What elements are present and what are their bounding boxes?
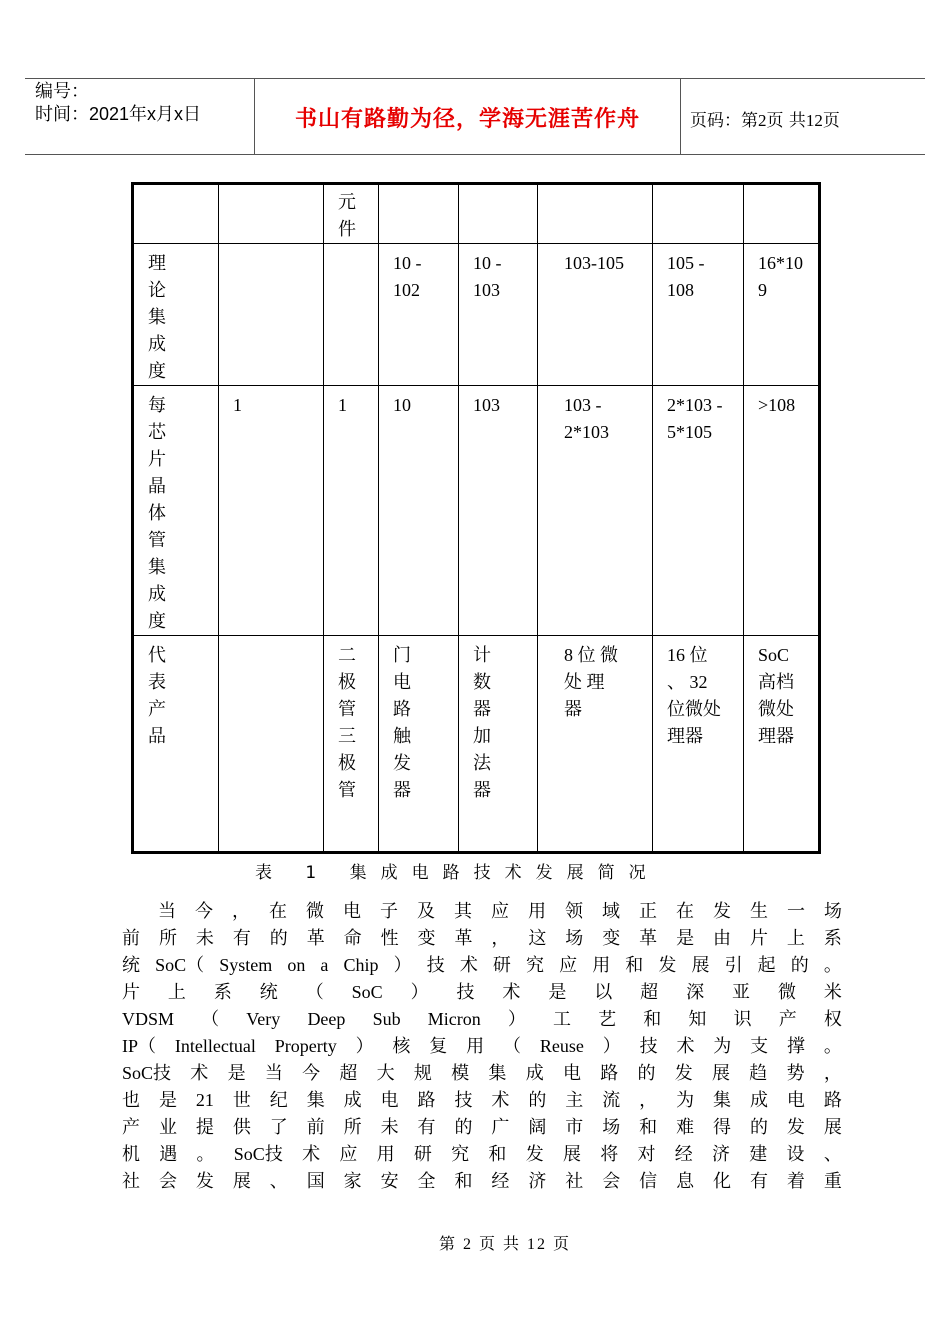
header-divider-right (680, 78, 681, 154)
table-cell: 103 - 2*103 (538, 386, 653, 636)
table-row (133, 386, 820, 636)
header-top-rule (25, 78, 925, 79)
table-cell (219, 244, 324, 386)
table-cell: 1 (324, 386, 379, 636)
ic-development-table (131, 182, 821, 854)
document-time-label: 时间：2021年x月x日 (35, 104, 202, 124)
body-line: VDSM （ Very Deep Sub Micron ） 工 艺 和 知 识 产 权 (122, 1009, 842, 1029)
table-row-header: 代表产品 (133, 636, 219, 853)
table-cell: 8 位 微 处 理 器 (538, 636, 653, 853)
table-row (133, 184, 820, 244)
page-total: 12 (805, 111, 823, 130)
body-line: IP（ Intellectual Property ） 核 复 用 （ Reuse ） 技 术 为 支 撑 。 (122, 1036, 842, 1056)
body-line: 统 SoC（ System on a Chip ） 技 术 研 究 应 用 和 发 展 引 起 的 。 (122, 955, 842, 975)
body-line: SoC技 术 是 当 今 超 大 规 模 集 成 电 路 的 发 展 趋 势 ， (122, 1063, 842, 1083)
table-cell: 103 (459, 386, 538, 636)
body-line: 社 会 发 展 、 国 家 安 全 和 经 济 社 会 信 息 化 有 着 重 (122, 1171, 842, 1191)
table-cell: 计数器加法器 (459, 636, 538, 853)
table-cell: 103-105 (538, 244, 653, 386)
header-page-info (690, 106, 840, 131)
table-cell (379, 184, 459, 244)
table-cell: 10 - 103 (459, 244, 538, 386)
table-cell: SoC高档微处理器 (744, 636, 820, 853)
table-caption: 表 1 集成电路技术发展简况 (255, 863, 660, 883)
table-cell: >108 (744, 386, 820, 636)
table-cell (324, 244, 379, 386)
header-motto: 书山有路勤为径，学海无涯苦作舟 (294, 107, 640, 132)
table-cell: 1 (219, 386, 324, 636)
table-cell (219, 184, 324, 244)
table-row (133, 244, 820, 386)
page-end: 页 (822, 111, 840, 131)
body-line: 前 所 未 有 的 革 命 性 变 革 ， 这 场 变 革 是 由 片 上 系 (122, 928, 842, 948)
table-cell: 门电路触发器 (379, 636, 459, 853)
page-mid: 页 共 (766, 111, 806, 131)
table-cell: 10 - 102 (379, 244, 459, 386)
table-row-header: 每芯片晶体管集成度 (133, 386, 219, 636)
header-bottom-rule (25, 154, 925, 155)
body-line: 当 今 ， 在 微 电 子 及 其 应 用 领 域 正 在 发 生 一 场 (158, 901, 842, 921)
table-cell (538, 184, 653, 244)
table-cell: 2*103 - 5*105 (653, 386, 744, 636)
body-line: 产 业 提 供 了 前 所 未 有 的 广 阔 市 场 和 难 得 的 发 展 (122, 1117, 842, 1137)
body-paragraph (122, 898, 842, 1195)
table-cell: 二极管三极管 (324, 636, 379, 853)
table-cell (653, 184, 744, 244)
page-number: 2 (758, 111, 767, 130)
table-cell: 16*109 (744, 244, 820, 386)
table-cell: 105 - 108 (653, 244, 744, 386)
page-label: 页码：第 (690, 111, 758, 131)
page-footer: 第 2 页 共 12 页 (438, 1236, 571, 1253)
table-row-header: 理论集成度 (133, 244, 219, 386)
header-meta (35, 80, 201, 126)
table-cell: 10 (379, 386, 459, 636)
table-cell (744, 184, 820, 244)
table-cell: 16 位 、 32 位微处理器 (653, 636, 744, 853)
document-number-label: 编号： (35, 81, 89, 101)
table-cell (219, 636, 324, 853)
table-cell: 元件 (324, 184, 379, 244)
body-line: 机 遇 。 SoC技 术 应 用 研 究 和 发 展 将 对 经 济 建 设 、 (122, 1144, 842, 1164)
table-row (133, 636, 820, 853)
body-line: 也 是 21 世 纪 集 成 电 路 技 术 的 主 流 ， 为 集 成 电 路 (122, 1090, 842, 1110)
body-line: 片 上 系 统 （ SoC ） 技 术 是 以 超 深 亚 微 米 (122, 982, 842, 1002)
table-cell (133, 184, 219, 244)
table-cell (459, 184, 538, 244)
